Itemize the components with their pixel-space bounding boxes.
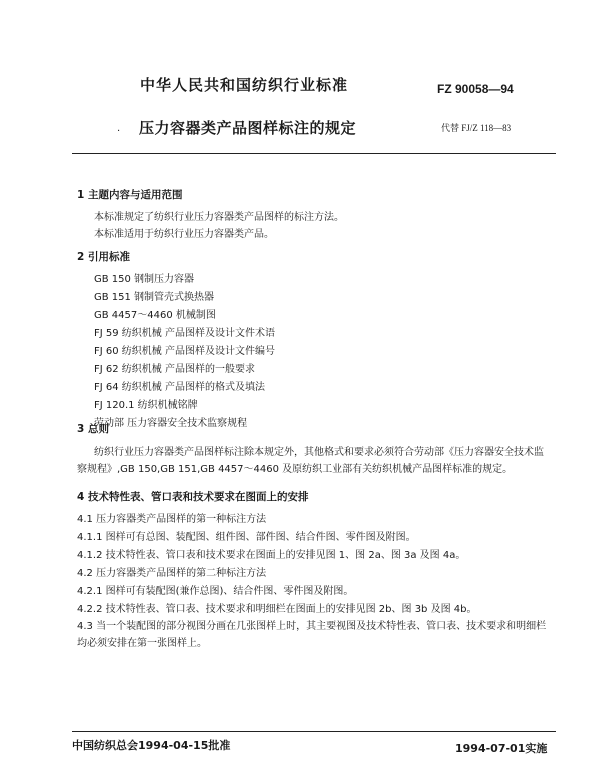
clause-item: 4.2 压力容器类产品图样的第二种标注方法 [77, 568, 267, 579]
footer-rule [72, 731, 556, 732]
ref-item: GB 4457～4460 机械制图 [94, 310, 216, 321]
section-2-heading: 2 引用标准 [77, 251, 130, 263]
section-1-heading: 1 主题内容与适用范围 [77, 189, 183, 201]
ref-item: GB 150 钢制压力容器 [94, 274, 195, 285]
clause-item: 4.2.2 技术特性表、管口表、技术要求和明细栏在图面上的安排见图 2b、图 3b 及图 4b。 [77, 604, 477, 615]
clause-4-3: 4.3 当一个装配图的部分视图分画在几张图样上时，其主要视图及技术特性表、管口表、技术要求和明细栏均必须安排在第一张图样上。 [77, 621, 547, 649]
header-rule [72, 153, 556, 154]
document-title: 压力容器类产品图样标注的规定 [139, 119, 357, 137]
ref-item: FJ 59 纺织机械 产品图样及设计文件术语 [94, 328, 275, 339]
ref-item: FJ 62 纺织机械 产品图样的一般要求 [94, 364, 255, 375]
ref-item: FJ 120.1 纺织机械铭牌 [94, 400, 198, 411]
ref-item: 劳动部 压力容器安全技术监察规程 [94, 418, 248, 429]
standard-name: 中华人民共和国纺织行业标准 [140, 76, 349, 94]
approval-date: 中国纺织总会1994-04-15批准 [72, 739, 231, 752]
section-3-paragraph: 纺织行业压力容器类产品图样标注除本规定外，其他格式和要求必须符合劳动部《压力容器安全技术监察规程》,GB 150,GB 151,GB 4457～4460 及原纺织工业部有关纺织机械产品图样标准的规定。 [77, 447, 544, 475]
effective-date: 1994-07-01实施 [455, 742, 548, 755]
standard-code: FZ 90058—94 [437, 82, 514, 96]
section-1-line-1: 本标准规定了纺织行业压力容器类产品图样的标注方法。 [94, 212, 344, 223]
clause-item: 4.1.1 图样可有总图、装配图、组件图、部件图、结合件图、零件图及附图。 [77, 532, 416, 543]
section-4-heading: 4 技术特性表、管口表和技术要求在图面上的安排 [77, 491, 309, 503]
ref-item: GB 151 钢制管壳式换热器 [94, 292, 215, 303]
replaces-note: 代替 FJ/Z 118—83 [441, 123, 512, 133]
ref-item: FJ 64 纺织机械 产品图样的格式及填法 [94, 382, 265, 393]
section-3-heading: 3 总则 [77, 423, 109, 435]
title-bullet: . [117, 123, 121, 134]
clause-item: 4.1.2 技术特性表、管口表和技术要求在图面上的安排见图 1、图 2a、图 3a 及图 4a。 [77, 550, 466, 561]
clause-item: 4.1 压力容器类产品图样的第一种标注方法 [77, 514, 267, 525]
section-1-line-2: 本标准适用于纺织行业压力容器类产品。 [94, 229, 274, 240]
clause-item: 4.2.1 图样可有装配图(兼作总图)、结合件图、零件图及附图。 [77, 586, 354, 597]
ref-item: FJ 60 纺织机械 产品图样及设计文件编号 [94, 346, 275, 357]
